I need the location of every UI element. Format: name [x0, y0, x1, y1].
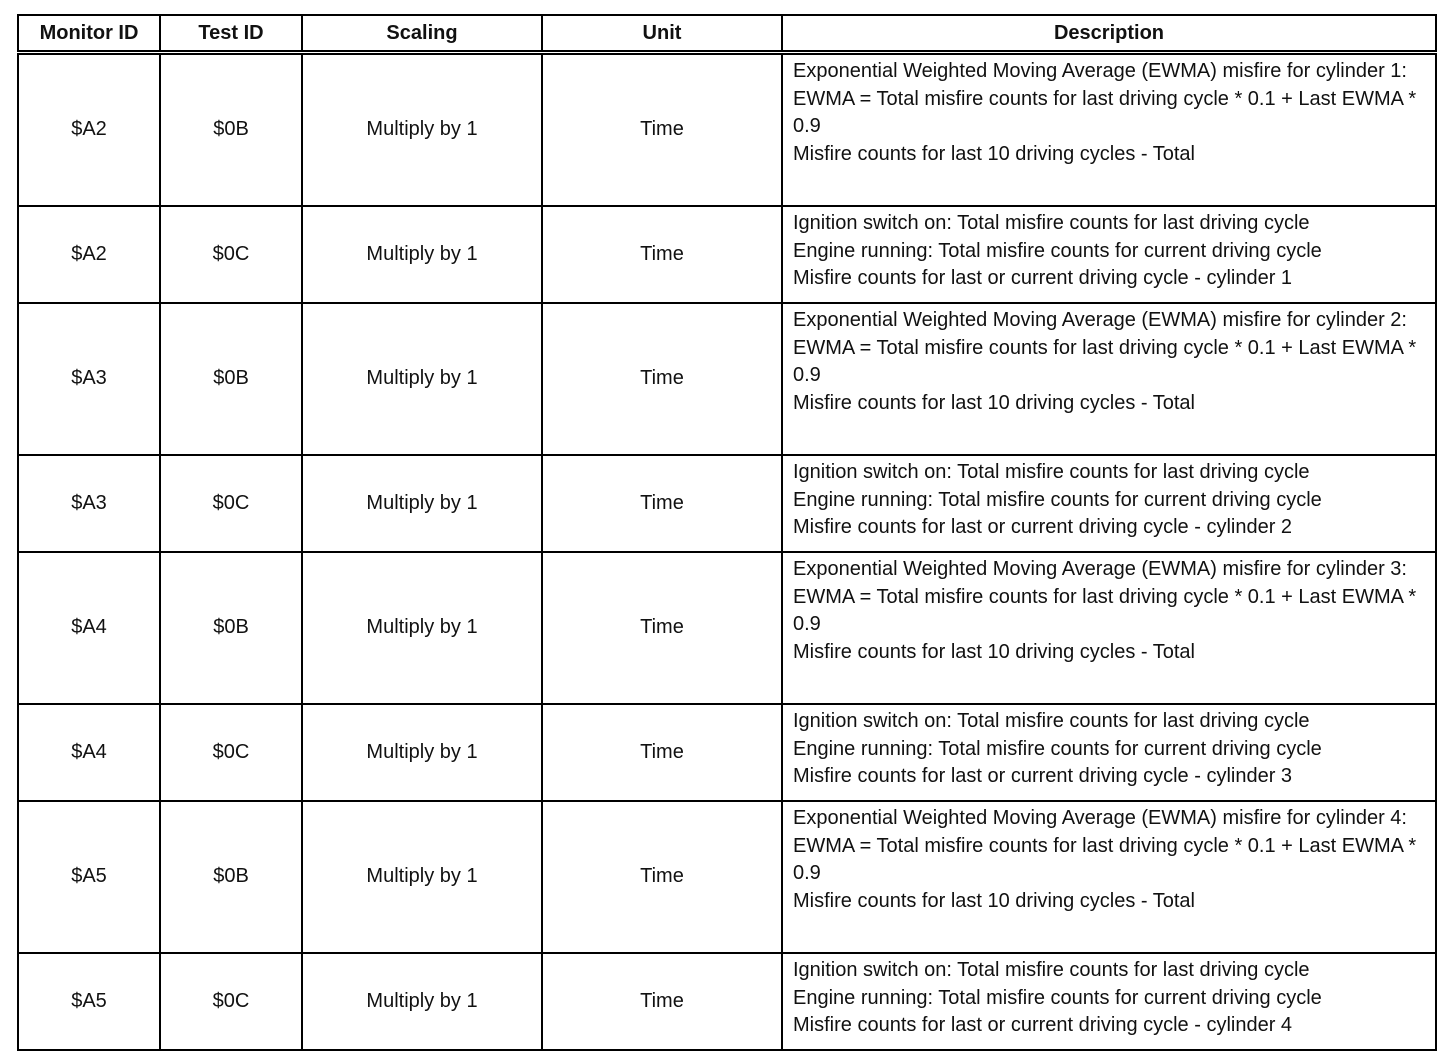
description-line: Ignition switch on: Total misfire counts for last driving cycle	[793, 212, 1310, 234]
scaling-cell: Multiply by 1	[302, 953, 542, 1050]
description-line: Engine running: Total misfire counts for current driving cycle	[793, 737, 1322, 760]
header-unit: Unit	[542, 15, 782, 53]
scaling-cell: Multiply by 1	[302, 552, 542, 704]
scaling-cell: Multiply by 1	[302, 801, 542, 953]
monitor-id-cell: $A4	[18, 552, 160, 704]
unit-cell: Time	[542, 704, 782, 801]
scaling-cell: Multiply by 1	[302, 303, 542, 455]
description-cell	[782, 801, 1436, 953]
description-line: Misfire counts for last 10 driving cycles - Total	[793, 889, 1196, 912]
misfire-monitor-table	[17, 14, 1437, 1051]
table-body	[18, 53, 1436, 1051]
description-line: EWMA = Total misfire counts for last driving cycle * 0.1 + Last EWMA * 0.9	[793, 585, 1417, 636]
description-line: Ignition switch on: Total misfire counts for last driving cycle	[793, 710, 1310, 732]
description-cell	[782, 53, 1436, 207]
unit-cell: Time	[542, 206, 782, 303]
monitor-id-cell: $A4	[18, 704, 160, 801]
description-line: EWMA = Total misfire counts for last driving cycle * 0.1 + Last EWMA * 0.9	[793, 336, 1417, 387]
description-line: Misfire counts for last or current driving cycle - cylinder 3	[793, 765, 1293, 788]
table-row	[18, 953, 1436, 1050]
description-line: EWMA = Total misfire counts for last driving cycle * 0.1 + Last EWMA * 0.9	[793, 87, 1417, 138]
table-row	[18, 53, 1436, 207]
scaling-cell: Multiply by 1	[302, 704, 542, 801]
description-line: Misfire counts for last or current driving cycle - cylinder 4	[793, 1014, 1293, 1037]
table-header	[18, 15, 1436, 53]
test-id-cell: $0B	[160, 303, 302, 455]
monitor-id-cell: $A3	[18, 303, 160, 455]
scaling-cell: Multiply by 1	[302, 455, 542, 552]
description-line: Misfire counts for last 10 driving cycles - Total	[793, 640, 1196, 663]
description-line: Ignition switch on: Total misfire counts for last driving cycle	[793, 959, 1310, 981]
description-cell	[782, 303, 1436, 455]
monitor-id-cell: $A2	[18, 206, 160, 303]
description-line: Exponential Weighted Moving Average (EWMA) misfire for cylinder 3:	[793, 558, 1407, 580]
description-line: Exponential Weighted Moving Average (EWMA) misfire for cylinder 2:	[793, 309, 1407, 331]
description-cell	[782, 953, 1436, 1050]
unit-cell: Time	[542, 801, 782, 953]
description-line: Engine running: Total misfire counts for current driving cycle	[793, 488, 1322, 511]
header-scaling: Scaling	[302, 15, 542, 53]
table-row	[18, 801, 1436, 953]
header-row	[18, 15, 1436, 53]
description-line: Misfire counts for last or current driving cycle - cylinder 2	[793, 516, 1293, 539]
table-row	[18, 704, 1436, 801]
table-row	[18, 303, 1436, 455]
description-cell	[782, 704, 1436, 801]
header-description: Description	[782, 15, 1436, 53]
scaling-cell: Multiply by 1	[302, 53, 542, 207]
description-line: Misfire counts for last or current driving cycle - cylinder 1	[793, 267, 1293, 290]
header-monitor-id: Monitor ID	[18, 15, 160, 53]
unit-cell: Time	[542, 455, 782, 552]
test-id-cell: $0C	[160, 206, 302, 303]
description-line: EWMA = Total misfire counts for last driving cycle * 0.1 + Last EWMA * 0.9	[793, 834, 1417, 885]
test-id-cell: $0C	[160, 455, 302, 552]
description-line: Ignition switch on: Total misfire counts for last driving cycle	[793, 461, 1310, 483]
table-row	[18, 455, 1436, 552]
unit-cell: Time	[542, 303, 782, 455]
header-test-id: Test ID	[160, 15, 302, 53]
table-row	[18, 552, 1436, 704]
test-id-cell: $0B	[160, 53, 302, 207]
monitor-id-cell: $A5	[18, 801, 160, 953]
monitor-id-cell: $A3	[18, 455, 160, 552]
table-row	[18, 206, 1436, 303]
test-id-cell: $0B	[160, 552, 302, 704]
test-id-cell: $0C	[160, 953, 302, 1050]
monitor-id-cell: $A5	[18, 953, 160, 1050]
description-line: Exponential Weighted Moving Average (EWMA) misfire for cylinder 1:	[793, 60, 1407, 82]
description-line: Misfire counts for last 10 driving cycles - Total	[793, 391, 1196, 414]
description-line: Engine running: Total misfire counts for current driving cycle	[793, 986, 1322, 1009]
description-cell	[782, 455, 1436, 552]
misfire-monitor-table-container	[17, 14, 1435, 1051]
description-cell	[782, 552, 1436, 704]
description-line: Misfire counts for last 10 driving cycles - Total	[793, 142, 1196, 165]
test-id-cell: $0C	[160, 704, 302, 801]
unit-cell: Time	[542, 53, 782, 207]
unit-cell: Time	[542, 552, 782, 704]
monitor-id-cell: $A2	[18, 53, 160, 207]
description-line: Engine running: Total misfire counts for current driving cycle	[793, 239, 1322, 262]
test-id-cell: $0B	[160, 801, 302, 953]
description-cell	[782, 206, 1436, 303]
unit-cell: Time	[542, 953, 782, 1050]
scaling-cell: Multiply by 1	[302, 206, 542, 303]
description-line: Exponential Weighted Moving Average (EWMA) misfire for cylinder 4:	[793, 807, 1407, 829]
